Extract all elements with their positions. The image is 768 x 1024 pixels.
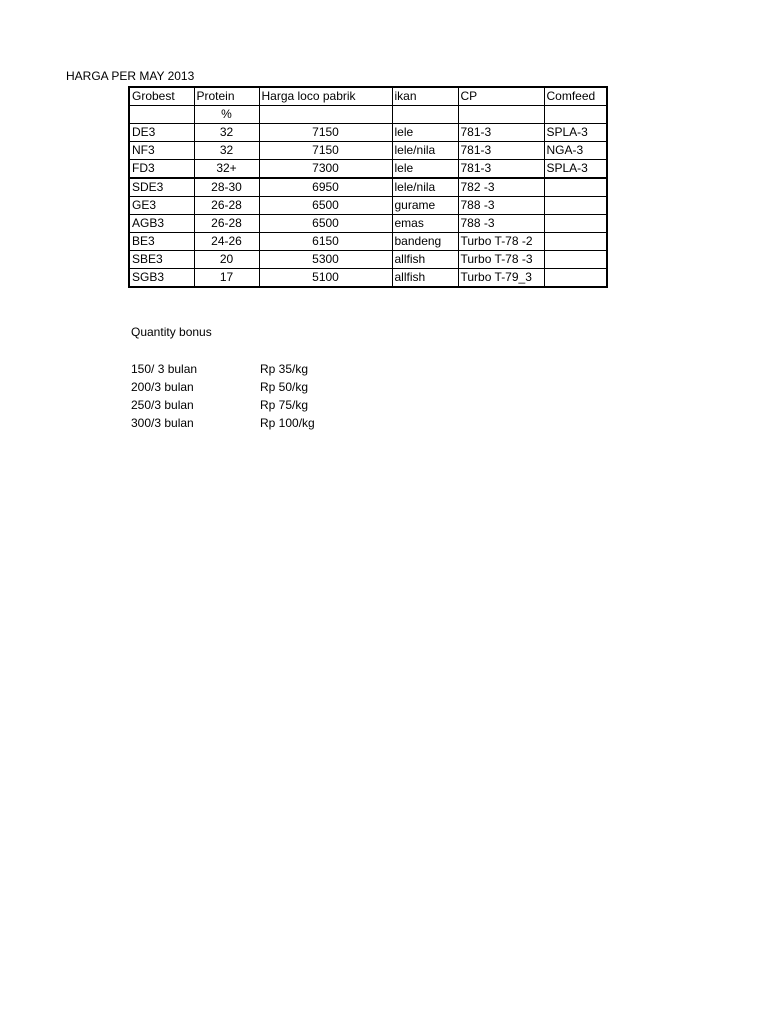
cell-protein: 26-28 xyxy=(194,215,259,233)
table-row xyxy=(129,251,607,269)
cell-grobest: SDE3 xyxy=(129,178,194,197)
cell-protein: 24-26 xyxy=(194,233,259,251)
cell-comfeed xyxy=(544,269,607,288)
unit-cell xyxy=(129,106,194,124)
bonus-row xyxy=(131,360,309,378)
bonus-row xyxy=(131,378,309,396)
cell-comfeed: SPLA-3 xyxy=(544,124,607,142)
table-header-row xyxy=(129,87,607,106)
cell-ikan: lele/nila xyxy=(392,142,458,160)
bonus-row xyxy=(131,414,315,432)
table-row xyxy=(129,269,607,288)
cell-cp: Turbo T-78 -2 xyxy=(458,233,544,251)
cell-ikan: lele xyxy=(392,124,458,142)
header-comfeed: Comfeed xyxy=(544,87,607,106)
cell-grobest: SBE3 xyxy=(129,251,194,269)
bonus-quantity: 300/3 bulan xyxy=(131,416,194,430)
page-title: HARGA PER MAY 2013 xyxy=(66,69,195,83)
cell-harga: 6500 xyxy=(259,215,392,233)
bonus-price: Rp 100/kg xyxy=(260,416,315,430)
cell-cp: 782 -3 xyxy=(458,178,544,197)
cell-protein: 20 xyxy=(194,251,259,269)
cell-comfeed xyxy=(544,251,607,269)
cell-cp: 781-3 xyxy=(458,160,544,179)
unit-cell xyxy=(544,106,607,124)
table-row xyxy=(129,178,607,197)
cell-ikan: lele xyxy=(392,160,458,179)
cell-cp: Turbo T-79_3 xyxy=(458,269,544,288)
table-unit-row xyxy=(129,106,607,124)
table-row xyxy=(129,197,607,215)
bonus-title: Quantity bonus xyxy=(131,325,212,339)
cell-harga: 6950 xyxy=(259,178,392,197)
cell-protein: 32+ xyxy=(194,160,259,179)
cell-comfeed: NGA-3 xyxy=(544,142,607,160)
cell-grobest: FD3 xyxy=(129,160,194,179)
header-ikan: ikan xyxy=(392,87,458,106)
cell-cp: 781-3 xyxy=(458,124,544,142)
bonus-row xyxy=(131,396,309,414)
unit-cell xyxy=(392,106,458,124)
table-row xyxy=(129,142,607,160)
cell-protein: 32 xyxy=(194,142,259,160)
cell-protein: 32 xyxy=(194,124,259,142)
cell-comfeed xyxy=(544,197,607,215)
cell-harga: 6500 xyxy=(259,197,392,215)
bonus-quantity: 150/ 3 bulan xyxy=(131,362,198,376)
cell-harga: 7150 xyxy=(259,124,392,142)
cell-ikan: allfish xyxy=(392,269,458,288)
table-row xyxy=(129,124,607,142)
table-row xyxy=(129,215,607,233)
table-row xyxy=(129,233,607,251)
unit-cell xyxy=(259,106,392,124)
cell-grobest: SGB3 xyxy=(129,269,194,288)
table-row xyxy=(129,160,607,179)
cell-protein: 17 xyxy=(194,269,259,288)
cell-protein: 28-30 xyxy=(194,178,259,197)
cell-harga: 7300 xyxy=(259,160,392,179)
cell-comfeed xyxy=(544,215,607,233)
cell-grobest: NF3 xyxy=(129,142,194,160)
quantity-bonus-section xyxy=(131,323,315,432)
header-protein: Protein xyxy=(194,87,259,106)
bonus-quantity: 250/3 bulan xyxy=(131,398,194,412)
price-table xyxy=(128,86,608,288)
cell-cp: 781-3 xyxy=(458,142,544,160)
cell-protein: 26-28 xyxy=(194,197,259,215)
header-cp: CP xyxy=(458,87,544,106)
cell-cp: 788 -3 xyxy=(458,215,544,233)
cell-grobest: AGB3 xyxy=(129,215,194,233)
cell-grobest: DE3 xyxy=(129,124,194,142)
cell-grobest: GE3 xyxy=(129,197,194,215)
cell-cp: 788 -3 xyxy=(458,197,544,215)
cell-harga: 7150 xyxy=(259,142,392,160)
cell-comfeed xyxy=(544,178,607,197)
unit-cell xyxy=(458,106,544,124)
header-grobest: Grobest xyxy=(129,87,194,106)
cell-harga: 6150 xyxy=(259,233,392,251)
bonus-list xyxy=(131,360,315,432)
cell-ikan: gurame xyxy=(392,197,458,215)
bonus-quantity: 200/3 bulan xyxy=(131,380,194,394)
cell-ikan: emas xyxy=(392,215,458,233)
cell-harga: 5100 xyxy=(259,269,392,288)
cell-ikan: allfish xyxy=(392,251,458,269)
cell-comfeed: SPLA-3 xyxy=(544,160,607,179)
cell-comfeed xyxy=(544,233,607,251)
cell-grobest: BE3 xyxy=(129,233,194,251)
cell-ikan: bandeng xyxy=(392,233,458,251)
cell-harga: 5300 xyxy=(259,251,392,269)
cell-ikan: lele/nila xyxy=(392,178,458,197)
unit-cell-percent: % xyxy=(194,106,259,124)
bonus-price: Rp 35/kg xyxy=(260,362,309,376)
bonus-price: Rp 50/kg xyxy=(260,380,309,394)
bonus-price: Rp 75/kg xyxy=(260,398,309,412)
header-harga: Harga loco pabrik xyxy=(259,87,392,106)
cell-cp: Turbo T-78 -3 xyxy=(458,251,544,269)
